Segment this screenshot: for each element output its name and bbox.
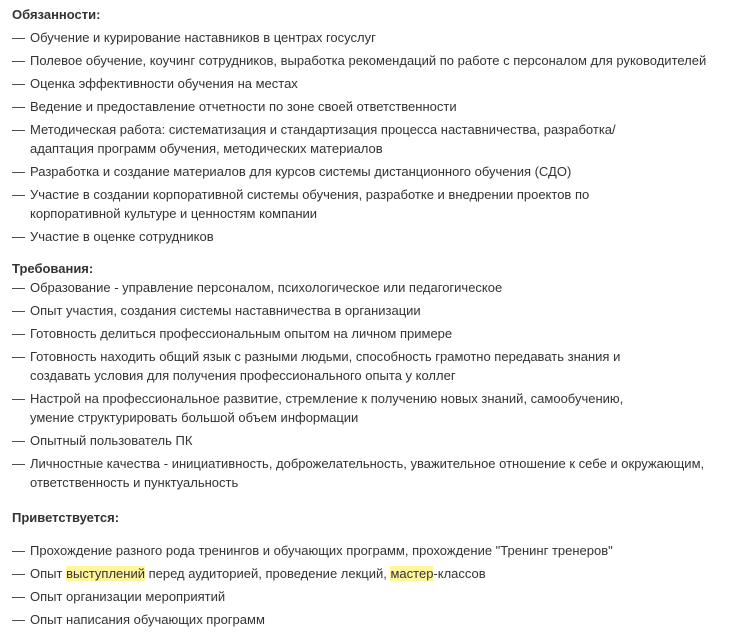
section-requirements [12, 259, 737, 496]
list-item [12, 347, 737, 385]
section-title: Приветствуется: [12, 510, 120, 525]
search-highlight: выступлений [66, 566, 145, 581]
list-item [12, 74, 737, 93]
text-fragment: Опыт [30, 566, 67, 581]
list-item-text [30, 564, 737, 583]
list-item [12, 120, 737, 158]
list-item-text: Опыт организации мероприятий [30, 589, 226, 604]
dash-bullet: — [12, 164, 25, 179]
list-item-text: Опыт написания обучающих программ [30, 612, 265, 627]
list-item [12, 541, 737, 560]
section-title: Требования: [12, 261, 94, 276]
list-item [12, 324, 737, 343]
list-item-text: Обучение и курирование наставников в центрах госуслуг [30, 30, 376, 45]
list-item [12, 431, 737, 450]
dash-bullet: — [12, 543, 25, 558]
list-item-text: Участие в создании корпоративной системы обучения, разработке и внедрении проектов по корпоративной культуре и ценностям компании [30, 187, 590, 221]
list-item [12, 278, 737, 297]
list-item-text: Опытный пользователь ПК [30, 433, 193, 448]
list-item [12, 28, 737, 47]
dash-bullet: — [12, 53, 25, 68]
dash-bullet: — [12, 99, 25, 114]
list-item [12, 389, 737, 427]
list-item-text: Готовность находить общий язык с разными людьми, способность грамотно передавать знания и создавать условия для получения профессионального опыта у коллег [30, 349, 621, 383]
section-title: Обязанности: [12, 7, 101, 22]
dash-bullet: — [12, 326, 25, 341]
list-item-text: Готовность делиться профессиональным опытом на личном примере [30, 326, 453, 341]
dash-bullet: — [12, 391, 25, 406]
text-fragment: перед аудиторией, проведение лекций, [144, 566, 391, 581]
list-item-text: Прохождение разного рода тренингов и обучающих программ, прохождение "Тренинг тренеров" [30, 543, 613, 558]
list-item [12, 162, 737, 181]
dash-bullet: — [12, 76, 25, 91]
list-item [12, 51, 737, 70]
list-item-text: Опыт участия, создания системы наставничества в организации [30, 303, 421, 318]
list-item [12, 185, 737, 223]
list-item [12, 454, 737, 492]
list-item [12, 301, 737, 320]
list-item [12, 610, 737, 629]
dash-bullet: — [12, 229, 25, 244]
dash-bullet: — [12, 280, 25, 295]
list-item-text: Методическая работа: систематизация и стандартизация процесса наставничества, разработка/адаптация программ обучения, методических материалов [30, 122, 616, 156]
list-item [12, 564, 737, 583]
dash-bullet: — [12, 456, 25, 471]
section-nice-to-have [12, 508, 737, 633]
list-item [12, 587, 737, 606]
list-item [12, 97, 737, 116]
dash-bullet: — [12, 566, 25, 581]
dash-bullet: — [12, 612, 25, 627]
list-item-text: Личностные качества - инициативность, доброжелательность, уважительное отношение к себе и окружающим, ответственность и пунктуальность [30, 456, 705, 490]
list-item-text: Оценка эффективности обучения на местах [30, 76, 298, 91]
list-item [12, 227, 737, 246]
dash-bullet: — [12, 187, 25, 202]
search-highlight: мастер [390, 566, 434, 581]
list-item-text: Полевое обучение, коучинг сотрудников, выработка рекомендаций по работе с персоналом для руководителей [30, 53, 707, 68]
section-responsibilities [12, 5, 737, 250]
text-fragment: -классов [433, 566, 486, 581]
list-item-text: Разработка и создание материалов для курсов системы дистанционного обучения (СДО) [30, 164, 572, 179]
list-item-text: Ведение и предоставление отчетности по зоне своей ответственности [30, 99, 457, 114]
dash-bullet: — [12, 303, 25, 318]
dash-bullet: — [12, 349, 25, 364]
list-item-text: Участие в оценке сотрудников [30, 229, 214, 244]
list-item-text: Настрой на профессиональное развитие, стремление к получению новых знаний, самообучению, умение структурировать большой объем информации [30, 391, 624, 425]
list-item-text: Образование - управление персоналом, психологическое или педагогическое [30, 280, 503, 295]
dash-bullet: — [12, 589, 25, 604]
dash-bullet: — [12, 30, 25, 45]
dash-bullet: — [12, 122, 25, 137]
dash-bullet: — [12, 433, 25, 448]
